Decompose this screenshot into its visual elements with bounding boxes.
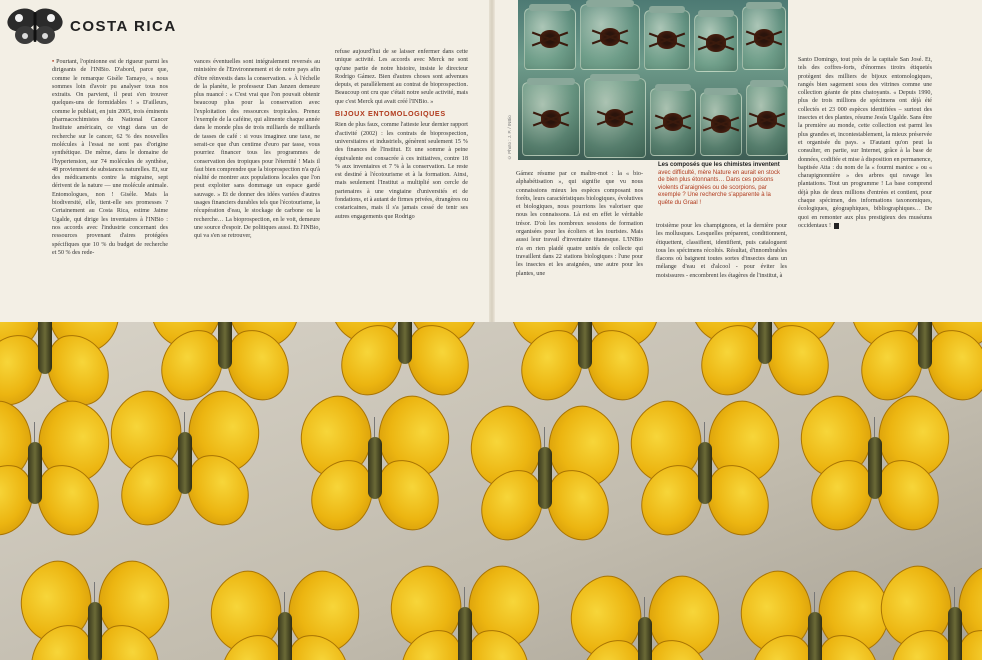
text-column-1 <box>52 58 168 320</box>
column-text: troisième pour les champignons, et la dernière pour les mollusques. Lesquelles préparent, conditionnent, étiquettent, classifient, identifient, puis cataloguent tous les spécimens récoltés. Résultat, d'innombrables flacons où baignent toutes sortes d'insectes dans un mélange d'eau et d'alcool - pour éviter les moisissures - encombrent les étagères de l'institut, à <box>656 223 787 279</box>
column-text: Pourtant, l'opinionne est de rigueur parmi les dirigeants de l'INBio. D'abord, parce que, comme le remarque Gisèle Tamayo, « nous sommes loin d'avoir pu analyser tous nos extraits. On parvient, il peut s'en trouver quelques-uns de formidables ! » D'ailleurs, comme le publiait, en juin 2005, trois éminents pharmacochimistes du National Cancer Institute américain, ce vingt dans un de recherche sur le cancer, 62 % des nouvelles molécules à l'essai ne sont pas d'origine synthétique. De même, dans le domaine de l'hypertension, sur 74 molécules de synthèse, 48 proviennent de substances naturelles. Et, sur des médicaments contre la migraine, sept dérivent de la nature — une molécule animale. Entomologues, non ! Gisèle. Mais la biodiversité, elle, tient-elle ses promesses ? Certainement au Costa Rica, estime Jaime Ugalde, qui dirige les inventaires à l'INBio : nos accords avec l'industrie concernant des ressources provenant d'aires protégées spécifiques que 10 % du budget de recherche et 50 % des rede- <box>52 59 168 256</box>
column-text: Santo Domingo, tout près de la capitale San José. Et, tels des coffres-forts, d'énormes tiroirs étiquetés protègent des milliers de bijoux entomologiques, rangés bien sagement sous des vitrines comme une collection géante de pins chatoyants. « Depuis 1990, plus de trois millions de spécimens ont déjà été collectés et 23 000 espèces identifiées – surtout des insectes et des plantes, résume Jesús Ugalde. Sans être la première au monde, cette collection est parmi les plus grandes et, incontestablement, la mieux préservée et organisée du pays. » D'autant qu'on peut la consulter, en partie, sur Internet, grâce à la base de données, codifiée et mise à disposition en permanence, baptisée Atta : du nom de la « fourmi manioc » ou « charapignonnière » des arbres qui ravage les plantations. Tout un programme ! La base comprend déjà plus de deux millions d'entrées et contient, pour chaque spécimen, des informations taxonomiques, écologiques, géographiques, bibliographiques… De quoi en remonter aux plus prestigieux des muséums occidentaux ! <box>798 57 932 229</box>
butterfly-specimen <box>390 567 540 660</box>
butterfly-specimen <box>300 397 450 547</box>
butterfly-specimen <box>570 577 720 660</box>
photo-butterfly-collection <box>0 322 982 660</box>
butterfly-specimen <box>470 407 620 557</box>
column-text: refuse aujourd'hui de se laisser enfermer dans cette unique activité. Les accords avec Merck ne sont qu'une partie de notre histoire, insiste le directeur Rodrigo Gámez. Bien d'autres choses sont advenues depuis, et parallèlement au contrat de bioprospection. Beaucoup ont cru que c'était notre seule activité, mais que c'est Merck qui avait créé l'INBio. » <box>335 49 468 105</box>
butterfly-specimen <box>210 572 360 660</box>
photo-caption <box>658 162 786 208</box>
column-text: Rien de plus faux, comme l'atteste leur dernier rapport d'activité (2002) : les contrats de bioprospection, universitaires et industriels, génèrent seulement 15 % des finances de l'Institut. Et une somme à peine équivalente est consacrée à ces initiatives, contre 18 % aux inventaires et 7 % à la conservation. Le reste est destiné à l'écotourisme et à la formation. Ainsi, mais seulement l'Institut a multiplié son cercle de partenaires à une vingtaine d'universités et de fondations, et à autant de firmes privées, étrangères ou costaricaines, mais il s'a jamais cessé de tenir ses autres engagements que Rodrigo <box>335 122 468 220</box>
butterfly-specimen <box>0 402 110 552</box>
text-column-4 <box>516 170 643 320</box>
end-mark <box>834 223 839 229</box>
column-text: vances éventuelles sont intégralement reversés au ministère de l'Environnement et de notre pays afin d'être réinvestis dans la conservation. » À l'échelle de la planète, le professeur Dan Janzen demeure plus nuancé : « C'est vrai que l'on pouvait obtenir beaucoup plus pour la conservation avec l'exploitation des ressources tropicales. Prenez l'exemple de la caféine, qui alimente chaque année dans le monde plus de trois milliards de milliards de tasses de café : si vous imaginez une taxe, ne serait-ce que d'un centime d'euro par tasse, vous pourriez financer tous les programmes de conservation des tropiques pour l'éternité ! Mais il faut bien comprendre que la bioprospection n'a qu'à réalité de montrer aux populations locales que l'on peut exploiter sans dommage un espace gardé sauvage. » Et de donner des idées variées d'autres usages financiers durables tels que l'écotourisme, la récupération d'eau, le stockage de carbone ou la recherche… La bioprospection, en le voit, demeure une source d'espoir. De politiques aussi. Et l'INBio, qui va s'en se retrouver, <box>194 59 320 240</box>
subheading: BIJOUX ENTOMOLOGIQUES <box>335 109 446 119</box>
section-header <box>6 6 177 46</box>
text-column-3 <box>335 48 468 310</box>
section-title: COSTA RICA <box>70 17 177 35</box>
caption-text: avec difficulté, mère Nature en aurait en stock de bien plus étonnants… Dans ces poisons violents d'araignées ou de scorpions, par exemple ? Une recherche s'apparente à la quête du Graal ! <box>658 169 780 206</box>
photo-credit: © Photo : J. P. / INBio <box>507 115 512 160</box>
column-text: Gámez résume par ce maître-mot : la « bio-alphabétisation », qui signifie que vu nous connaissions mieux les espèces composant nos forêts, leurs caractéristiques biologiques, évolutives et biologiques, nous pourrions les valoriser que nous les connaissons. Là est en effet le véritable trésor. D'où les nombreux sessions de formation organisées pour les écoliers et les touristes. Mais aussi leur travail d'inventaire titanesque. L'INBio n'a en rien plaidé quatre unités de collecte qui travaillent dans 22 stations biologiques : l'une pour les insectes et les araignées, une autre pour les plantes, une <box>516 171 643 277</box>
butterfly-specimen <box>110 392 260 542</box>
butterfly-specimen <box>880 567 982 660</box>
butterfly-specimen <box>20 562 170 660</box>
butterfly-specimen <box>630 402 780 552</box>
butterfly-icon <box>6 6 64 46</box>
bullet-marker: • <box>52 59 55 65</box>
photo-specimen-jars <box>518 0 788 160</box>
text-column-2 <box>194 58 320 320</box>
butterfly-specimen <box>740 572 890 660</box>
text-column-5 <box>656 222 787 320</box>
page-gutter <box>489 0 495 322</box>
text-column-6 <box>798 56 932 320</box>
caption-title: Les composés que les chimistes inventent <box>658 162 780 168</box>
butterfly-specimen <box>800 397 950 547</box>
